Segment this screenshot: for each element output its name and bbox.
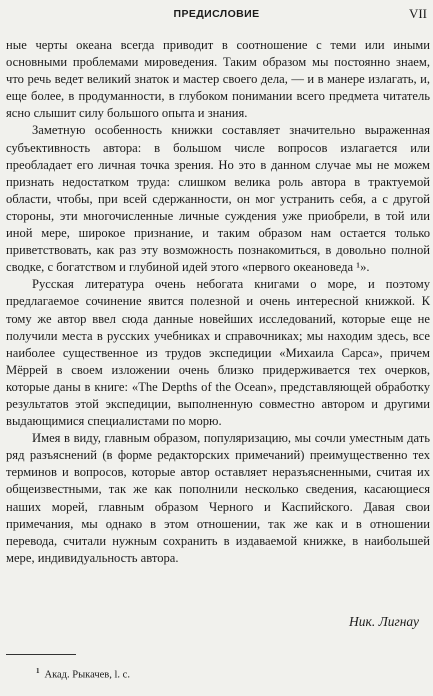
paragraph-2 <box>6 122 430 276</box>
body-text <box>6 37 430 567</box>
footnote-reference: ¹». <box>353 260 370 275</box>
page-number: VII <box>408 6 427 21</box>
running-head <box>0 6 433 22</box>
running-title: ПРЕДИСЛОВИЕ <box>173 8 260 20</box>
footnote-mark: 1 <box>36 667 40 675</box>
paragraph-1: ные черты океана всегда приводит в соотношение с теми или иными основными проблемами мироведения. Таким образом мы постоянно знаем, что речь ведет великий знаток и мастер своего дела, — и в манере излагать, и, еще более, в продуманности, в глубоком понимании всего предмета читатель ясно слышит силу большого опыта и знания. <box>6 38 430 121</box>
signature: Ник. Лигнау <box>349 614 419 629</box>
footnote-text: Акад. Рыкачев, l. c. <box>44 669 130 681</box>
paragraph-2-text: Заметную особенность книжки составляет значительно выраженная субъективность автора: в большом числе вопросов излагается или преобладает его личная точка зрения. Но это в данном случае мы не можем признать недостатком труда: слишком велика роль автора в трактуемой области, чтобы, при всей сдержанности, он мог устранить себя, а с другой стороны, эти многочисленные личные суждения уже приобрели, в той или иной мере, широкое признание, и таким образом нам остается только приветствовать, как раз эту возможность познакомиться, в довольно полной сводке, с богатством и глубиной идей этого «первого океановеда <box>6 123 430 275</box>
footnote-divider <box>6 654 76 655</box>
paragraph-4: Имея в виду, главным образом, популяризацию, мы сочли уместным дать ряд разъяснений (в форме редакторских примечаний) преимущественно тех терминов и вопросов, которые автор оставляет неразъясненными, считая их общеизвестными, так же как пополнили несколько сведения, касающиеся наших морей, главным образом Черного и Каспийского. Давая свои примечания, мы однако в этом отношении, так же как и в отношении перевода, считали нужным сохранить в издаваемой книжке, в наибольшей мере, индивидуальность автора. <box>6 431 430 565</box>
footnote <box>36 667 130 681</box>
paragraph-3: Русская литература очень небогата книгами о море, и поэтому предлагаемое сочинение явится полезной и очень интересной книжкой. К тому же автор ввел сюда данные новейших исследований, которые еще не получили места в русских учебниках и справочниках; мы находим здесь, все наиболее существенное из трудов экспедиции «Михаила Сарса», причем Мёррей в своем изложении очень близко придерживается тех очерков, которые даны в книге: «The Depths of the Ocean», представляющей обработку результатов этой экспедиции, выполненную совместно автором и другими выдающимися специалистами по морю. <box>6 277 430 429</box>
